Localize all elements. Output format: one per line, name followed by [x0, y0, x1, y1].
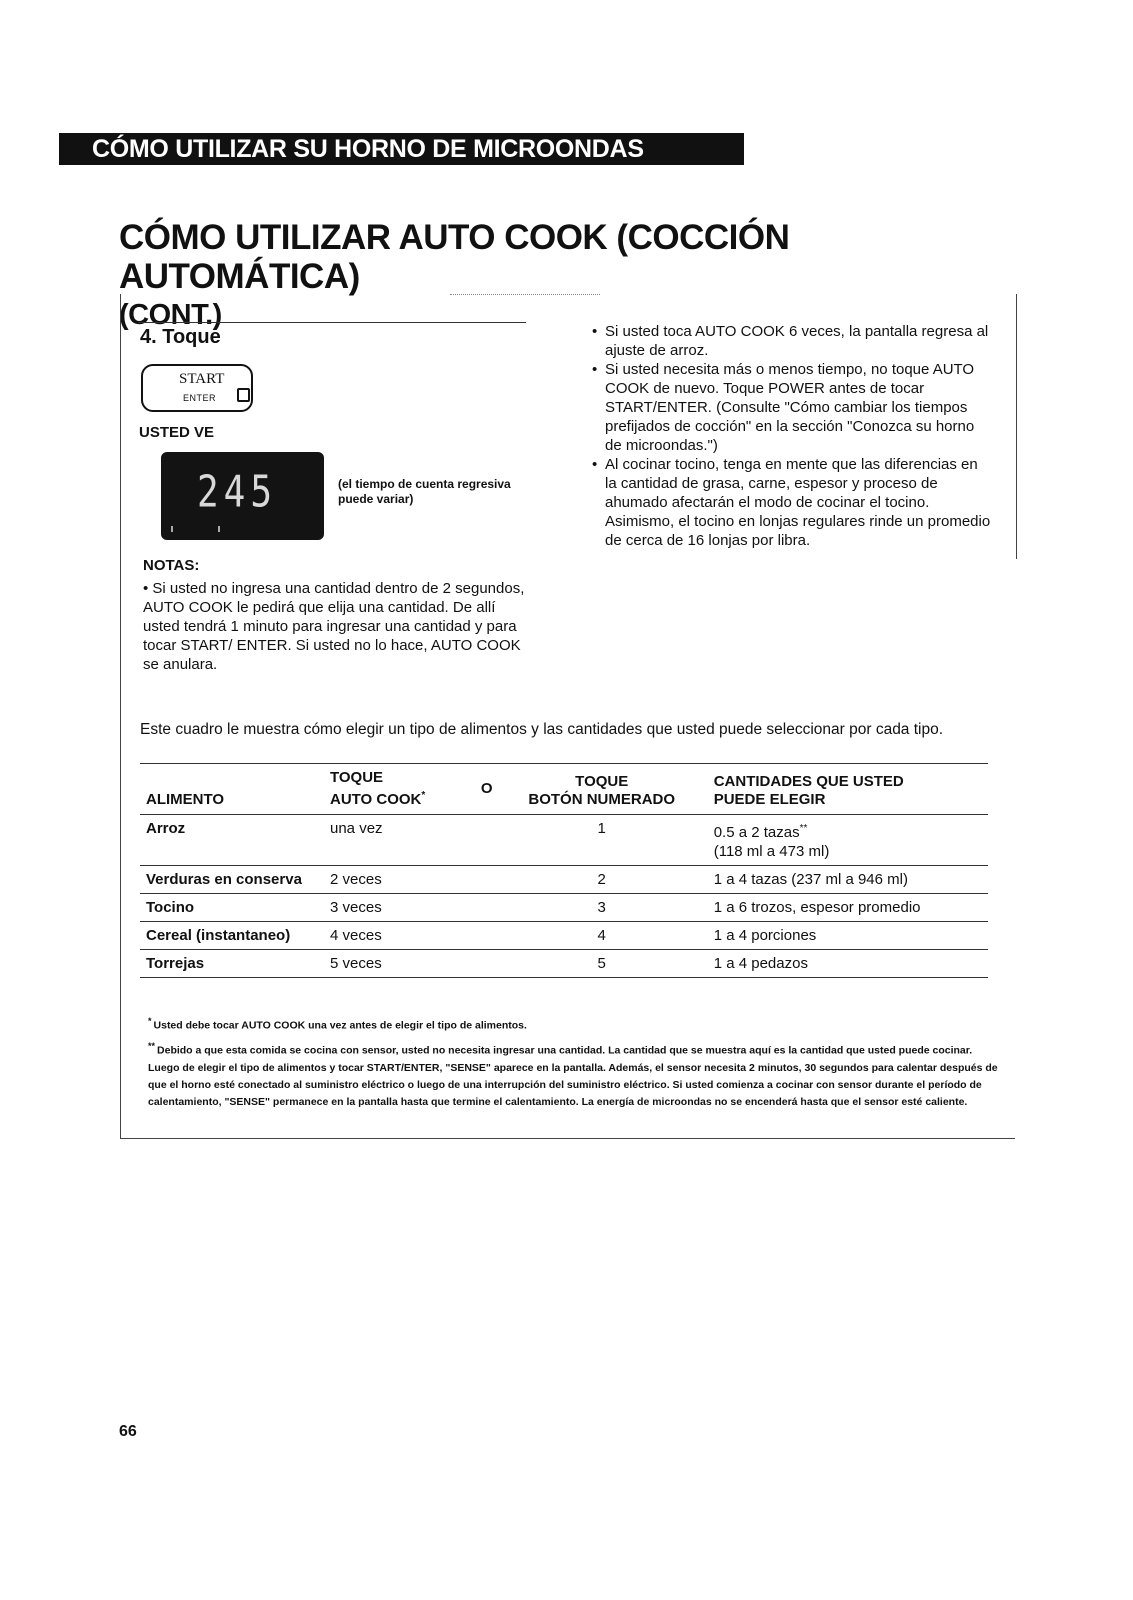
header-or: O: [478, 764, 496, 815]
section-banner: CÓMO UTILIZAR SU HORNO DE MICROONDAS: [59, 133, 744, 165]
footnote-1-text: Usted debe tocar AUTO COOK una vez antes de elegir el tipo de alimentos.: [153, 1019, 527, 1032]
page-number: 66: [119, 1423, 137, 1440]
header-amounts: [708, 764, 988, 815]
cell-amount: [708, 815, 988, 866]
step-rule: [138, 322, 526, 323]
bullet-item: • Si usted necesita más o menos tiempo, no toque AUTO COOK de nuevo. Toque POWER antes de tocar START/ENTER. (Consulte "Cómo cambiar los tiempos prefijados de cocción" en la sección "Conozca su horno de microondas."): [591, 360, 991, 455]
display-indicator-icon: [171, 526, 173, 532]
header-touch-number-line2: BOTÓN NUMERADO: [528, 791, 676, 808]
table-row: [140, 894, 988, 922]
enter-label: ENTER: [183, 393, 217, 403]
frame-bottom-rule: [120, 1138, 1015, 1139]
header-asterisk: *: [421, 790, 426, 801]
note-item: • Si usted no ingresa una cantidad dentro de 2 segundos, AUTO COOK le pedirá que elija una cantidad. De allí usted tendrá 1 minuto para ingresar una cantidad y para tocar START/ ENTER. Si usted no lo hace, AUTO COOK se anulara.: [143, 580, 525, 673]
header-touch-autocook: [324, 764, 478, 815]
footnote-2-mark: **: [148, 1041, 156, 1051]
display-note: (el tiempo de cuenta regresiva puede variar): [338, 477, 511, 506]
start-label: START: [179, 371, 225, 387]
footnote-2-text: Debido a que esta comida se cocina con sensor, usted no necesita ingresar una cantidad. La cantidad que se muestra aquí es la cantidad que usted puede cocinar. Luego de elegir el tipo de alimentos y tocar START/ENTER, "SENSE" aparece en la pantalla. Además, el sensor necesita 2 minutos, 30 segundos para calentar después de que el horno esté conectado al suministro eléctrico o luego de una interrupción del suministro eléctrico. Si usted comienza a cocinar con sensor durante el período de calentamiento, "SENSE" permanece en la pantalla hasta que termine el calentamiento. La energía de microondas no se encenderá hasta que el sensor esté caliente.: [148, 1044, 998, 1108]
cell-food: Torrejas: [146, 955, 205, 972]
cell-amount-mark: **: [799, 823, 808, 834]
step-label: 4. Toque: [140, 326, 221, 348]
food-table: [140, 763, 988, 978]
cell-times: 3 veces: [324, 894, 496, 922]
display-indicator-icon: [218, 526, 220, 532]
you-see-label: USTED VE: [139, 424, 215, 441]
bullet-item: • Si usted toca AUTO COOK 6 veces, la pantalla regresa al ajuste de arroz.: [591, 322, 991, 360]
notes-heading: NOTAS:: [143, 557, 200, 574]
display-panel: [161, 452, 324, 540]
cell-times: 5 veces: [330, 955, 382, 972]
footnote-1: [148, 1016, 1008, 1032]
frame-left-rule: [120, 294, 121, 1139]
cell-amount-text-2: (118 ml a 473 ml): [713, 843, 830, 860]
table-row: [140, 922, 988, 950]
cell-amount: 1 a 6 trozos, espesor promedio: [708, 894, 988, 922]
display-digits: 245: [197, 467, 278, 518]
right-bullet-list: [591, 322, 991, 550]
cell-food: Verduras en conserva: [140, 866, 324, 894]
cell-number: 4: [496, 922, 708, 950]
cell-food: Cereal (instantaneo): [140, 922, 324, 950]
start-enter-button-illustration: [141, 364, 253, 412]
header-food: ALIMENTO: [140, 764, 324, 815]
cell-food: Tocino: [140, 894, 324, 922]
frame-right-rule: [1016, 294, 1017, 559]
table-row: [140, 815, 988, 866]
frame-top-rule: [450, 294, 600, 295]
page-title: [119, 218, 1019, 335]
cell-number: 3: [496, 894, 708, 922]
note-item-text: Si usted no ingresa una cantidad dentro de 2 segundos, AUTO COOK le pedirá que elija una cantidad. De allí usted tendrá 1 minuto para ingresar una cantidad y para tocar START/ ENTER. Si usted no lo hace, AUTO COOK se anulara.: [143, 580, 525, 673]
header-touch-number-line1: TOQUE: [575, 773, 629, 790]
page-title-line2: (CONT.): [119, 299, 222, 331]
cell-food: Arroz: [140, 815, 324, 866]
cell-number: 2: [496, 866, 708, 894]
cell-times: 2 veces: [324, 866, 496, 894]
table-row: [140, 866, 988, 894]
bullet-item: • Al cocinar tocino, tenga en mente que las diferencias en la cantidad de grasa, carne, espesor y proceso de ahumado afectarán el modo de cocinar el tocino. Asimismo, el tocino en lonjas regulares rinde un promedio de cerca de 16 lonjas por libra.: [591, 455, 991, 550]
cell-number: 1: [496, 815, 708, 866]
header-touch-number: [496, 764, 708, 815]
header-touch-autocook-line2: AUTO COOK: [330, 791, 422, 808]
cell-times: una vez: [324, 815, 496, 866]
header-touch-autocook-line1: TOQUE: [330, 769, 384, 786]
footnote-2: [148, 1038, 1000, 1111]
table-row: [140, 950, 988, 978]
page-title-line1: CÓMO UTILIZAR AUTO COOK (COCCIÓN AUTOMÁTICA): [119, 218, 790, 296]
lock-icon: [237, 388, 250, 402]
cell-amount-text: 0.5 a 2 tazas: [713, 824, 800, 841]
header-amounts-line2: PUEDE ELEGIR: [713, 791, 826, 808]
header-amounts-line1: CANTIDADES QUE USTED: [713, 773, 904, 790]
cell-amount: 1 a 4 tazas (237 ml a 946 ml): [708, 866, 988, 894]
cell-number: 5: [597, 955, 606, 972]
footnote-1-mark: *: [148, 1016, 152, 1026]
cell-times: 4 veces: [324, 922, 496, 950]
intro-paragraph: Este cuadro le muestra cómo elegir un tipo de alimentos y las cantidades que usted puede seleccionar por cada tipo.: [140, 721, 944, 738]
table-header-row: [140, 764, 988, 815]
cell-amount: 1 a 4 pedazos: [713, 955, 808, 972]
cell-amount: 1 a 4 porciones: [708, 922, 988, 950]
